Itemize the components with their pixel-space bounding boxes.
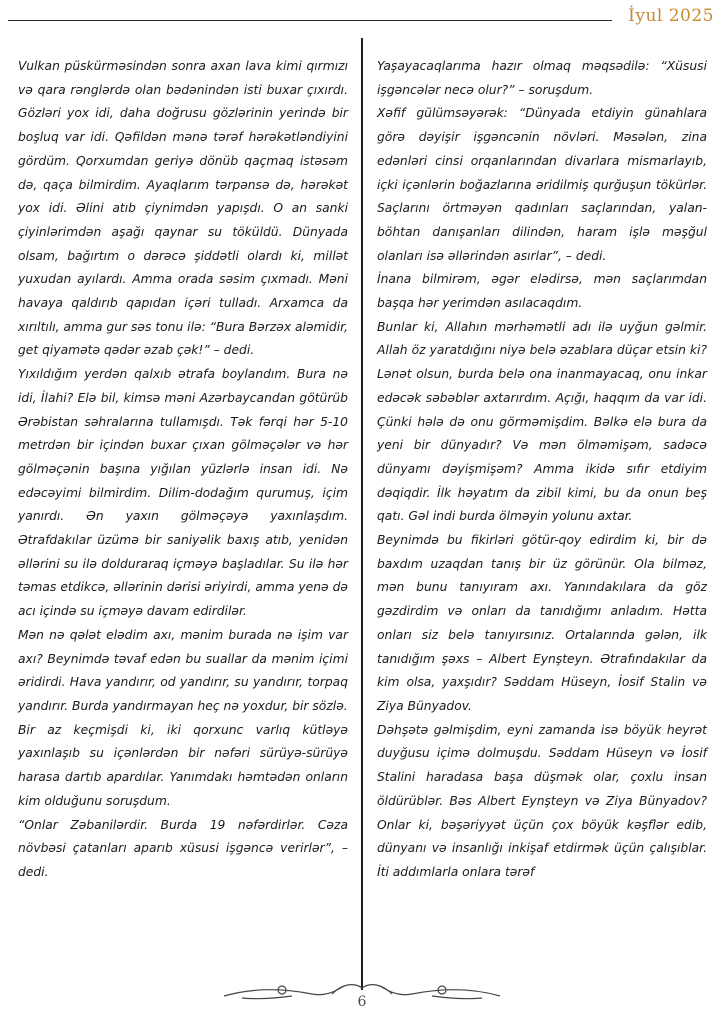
paragraph: Bunlar ki, Allahın mərhəmətli adı ilə uyğun gəlmir. Allah öz yaratdığını niyə belə əzablara düçar etsin ki? Lənət olsun, burda belə ona inanmayacaq, onu inkar edəcək səbəblər axtarırdım. Açığı, haqqım da var idi. Çünki hələ də onu görməmişdim. Bəlkə elə bura da yeni bir dünyadır? Və mən ölməmişəm, sadəcə dünyamı dəyişmişəm? Amma ikidə sıfır etdiyim dəqiqdir. İlk həyatım da zibil kimi, bu da onun beş qatı. Gəl indi burda ölməyin yolunu axtar. [377, 319, 707, 524]
paragraph: Beynimdə bu fikirləri götür-qoy edirdim ki, bir də baxdım uzaqdan tanış bir üz görünür. Ola bilməz, mən bunu tanıyıram axı. Yanındakılara da göz gəzdirdim və onları da tanıdığımı anladım. Hətta onları siz belə tanıyırsınız. Ortalarında gələn, ilk tanıdığım şəxs – Albert Eynşteyn. Ətrafındakılar da kim olsa, yaxşıdır? Səddam Hüseyn, İosif Stalin və Ziya Bünyadov. [377, 533, 707, 713]
paragraph: Vulkan püskürməsindən sonra axan lava kimi qırmızı və qara rənglərdə olan bədənindən isti buxar çıxırdı. Gözləri yox idi, daha doğrusu gözlərinin yerində bir boşluq var idi. Qəfildən mənə tərəf hərəkətləndiyini gördüm. Qorxumdan geriyə dönüb qaçmaq istəsəm də, qaça bilmirdim. Ayaqlarım tərpənsə də, hərəkət yox idi. Əlini atıb çiynimdən yapışdı. O an sanki çiyinlərimdən aşağı qaynar su töküldü. Dünyada olsam, bağırtım o dərəcə şiddətli olardı ki, millət yuxudan ayılardı. Amma orada səsim çıxmadı. Məni havaya qaldırıb qapıdan içəri tulladı. Arxamca da xırıltılı, amma gur səs tonu ilə: “Bura Bərzəx aləmidir, get qiyamətə qədər əzab çək!” – dedi. [18, 59, 348, 358]
paragraph: İnana bilmirəm, əgər elədirsə, mən saçlarımdan başqa hər yerimdən asılacaqdım. [377, 272, 707, 311]
paragraph: Bir az keçmişdi ki, iki qorxunc varlıq kütləyə yaxınlaşıb su içənlərdən bir nəfəri sürüyə-sürüyə harasa dartıb apardılar. Yanımdakı həmtədən onların kim olduğunu soruşdum. [18, 722, 348, 808]
paragraph: “Onlar Zəbanilərdir. Burda 19 nəfərdirlər. Cəza növbəsi çatanları aparıb xüsusi işgəncə verirlər”, – dedi. [18, 817, 348, 879]
paragraph: Mən nə qələt elədim axı, mənim burada nə işim var axı? Beynimdə təvaf edən bu suallar da mənim içimi əridirdi. Hava yandırır, od yandırır, su yandırır, torpaq yandırır. Burda yandırmayan heç nə yoxdur, bir sözlə. [18, 627, 348, 713]
paragraph: Yaşayacaqlarıma hazır olmaq məqsədilə: “Xüsusi işgəncələr necə olur?” – soruşdum. [377, 59, 707, 97]
paragraph: Xəfif gülümsəyərək: “Dünyada etdiyin günahlara görə dəyişir işgəncənin növləri. Məsələn, zina edənləri cinsi orqanlarından divarlara mismarlayıb, içki içənlərin boğazlarına əridilmiş qurğuşun tökürlər. Saçlarını örtməyən qadınları saçlarından, yalan-böhtan danışanları dilindən, haram işlə məşğul olanları isə əllərindən asırlar”, – dedi. [377, 106, 707, 263]
issue-date: İyul 2025 [628, 6, 714, 26]
paragraph: Dəhşətə gəlmişdim, eyni zamanda isə böyük heyrət duyğusu içimə dolmuşdu. Səddam Hüseyn və İosif Stalini haradasa başa düşmək olar, çoxlu insan öldürüblər. Bəs Albert Eynşteyn və Ziya Bünyadov? Onlar ki, bəşəriyyət üçün çox böyük kəşflər edib, dünyanı və insanlığı inkişaf etdirmək üçün çalışıblar. İti addımlarla onlara tərəf [377, 722, 707, 879]
paragraph: Yıxıldığım yerdən qalxıb ətrafa boylandım. Bura nə idi, İlahi? Elə bil, kimsə məni Azərbaycandan götürüb Ərəbistan səhralarına tullamışdı. Tək fərqi hər 5-10 metrdən bir içindən buxar çıxan gölməçələr və hər gölməçənin başına yığılan yüzlərlə insan idi. Nə edəcəyimi bilmirdim. Dilim-dodağım qurumuş, içim yanırdı. Ən yaxın gölməçəyə yaxınlaşdım. Ətrafdakılar üzümə bir saniyəlik baxış atıb, yenidən əllərini su ilə dolduraraq içməyə başladılar. Su ilə hər təmas etdikcə, əllərinin dərisi əriyirdi, amma yenə də acı içində su içməyə davam edirdilər. [18, 367, 348, 619]
header-rule [8, 20, 612, 21]
right-text-column [377, 55, 707, 885]
page-number: 6 [357, 994, 367, 1010]
column-divider [361, 38, 363, 990]
left-text-column [18, 55, 348, 885]
